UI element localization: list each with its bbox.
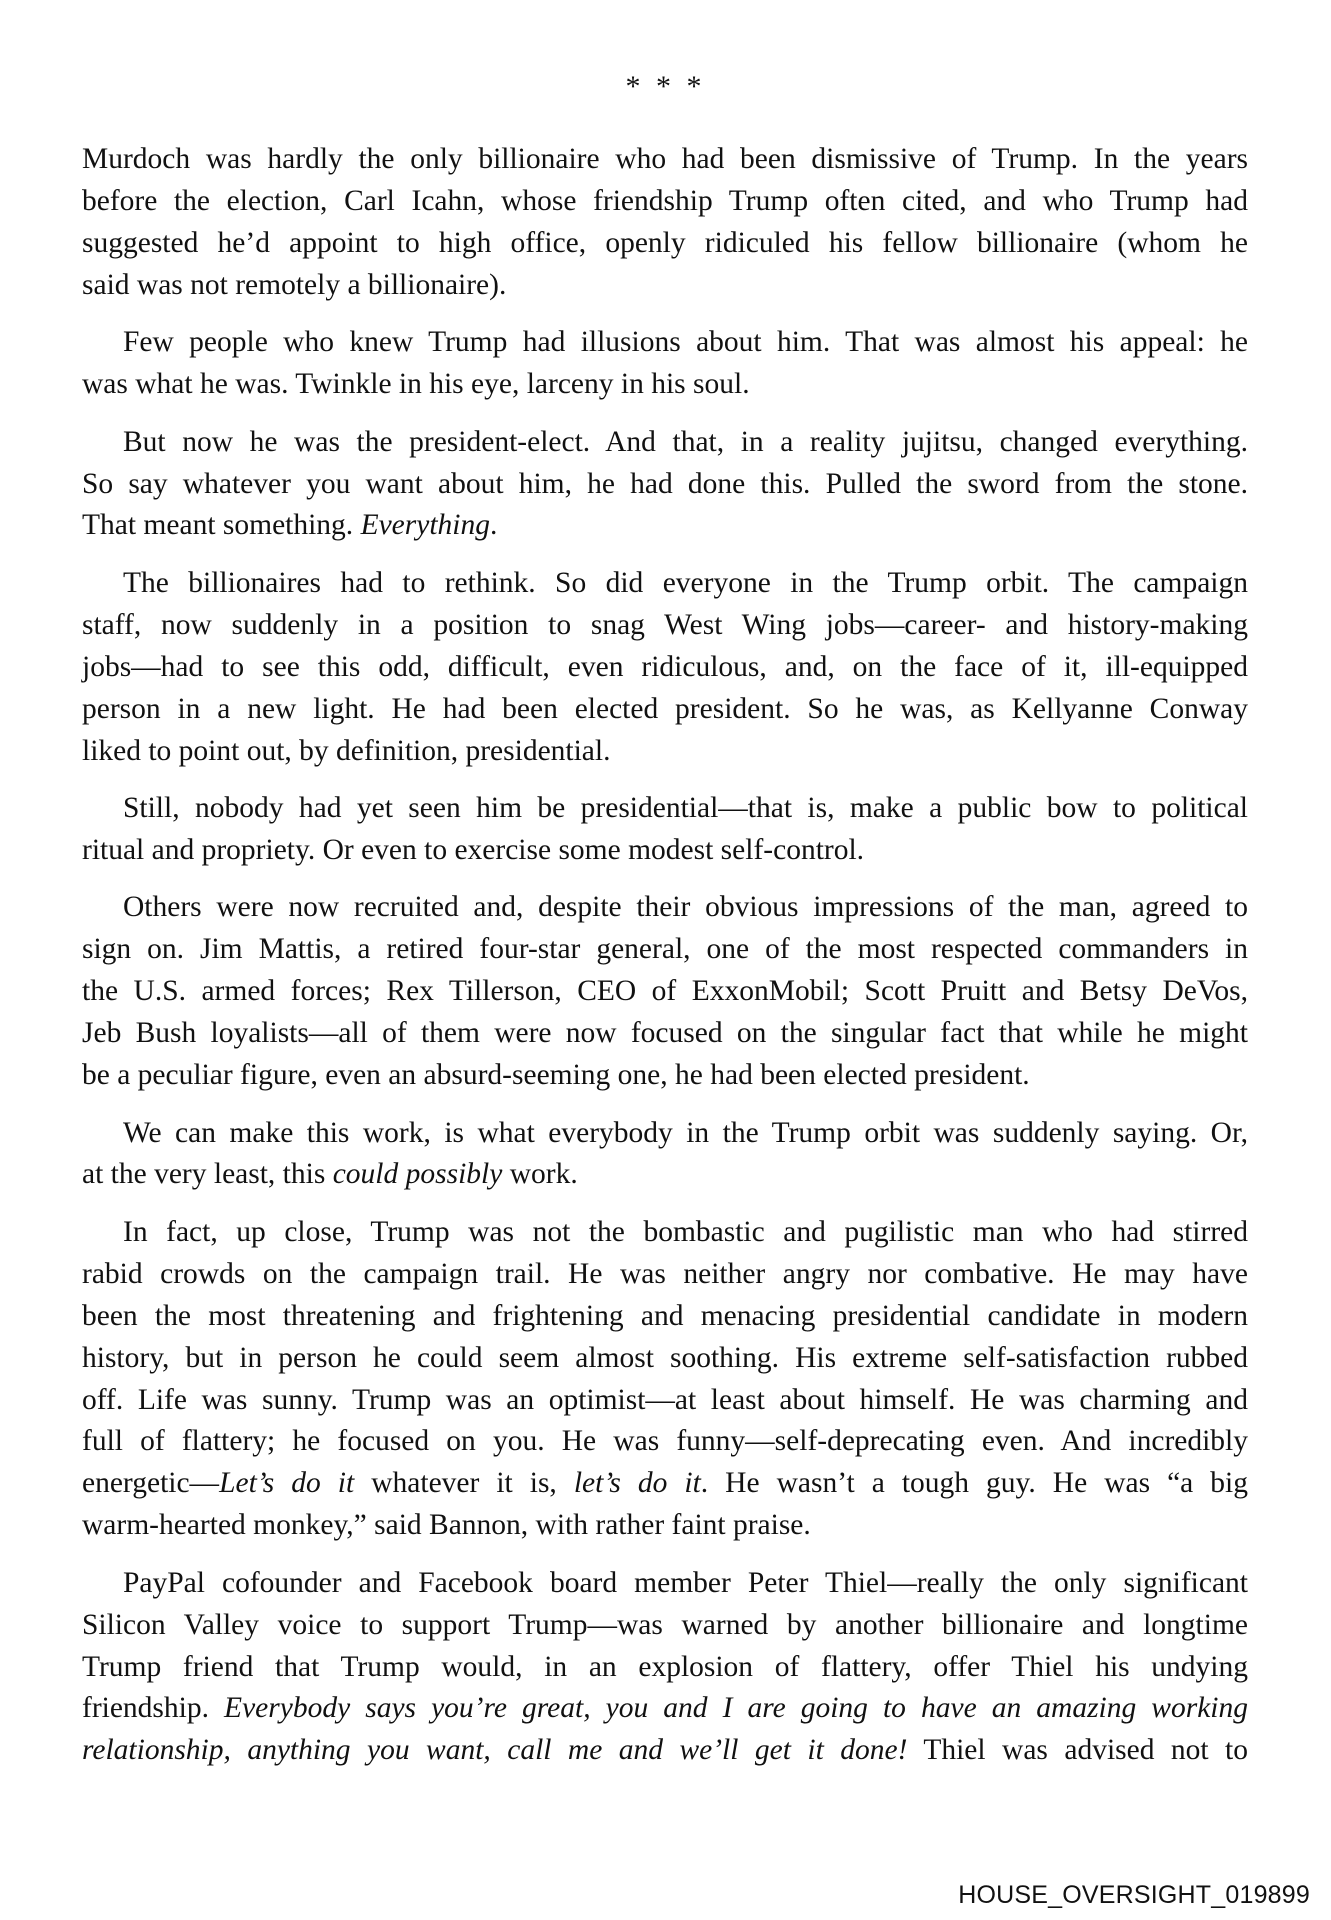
italic-text: Let’s do it bbox=[219, 1467, 355, 1500]
text-line bbox=[82, 970, 1248, 1012]
text-run: That meant something. bbox=[82, 509, 361, 542]
text-run: Jeb Bush loyalists—all of them were now focused on the singular fact that while he might bbox=[82, 1017, 1248, 1050]
text-line bbox=[82, 264, 1248, 306]
text-run: friendship. bbox=[82, 1692, 225, 1725]
text-line bbox=[82, 1687, 1248, 1729]
text-line bbox=[82, 928, 1248, 970]
section-separator: * * * bbox=[625, 70, 706, 103]
text-line bbox=[82, 1646, 1248, 1688]
text-run: work. bbox=[502, 1158, 578, 1191]
text-line bbox=[82, 504, 1248, 546]
text-run: rabid crowds on the campaign trail. He was neither angry nor combative. He may have bbox=[82, 1257, 1248, 1290]
text-run: staff, now suddenly in a position to snag West Wing jobs—career- and history-making bbox=[82, 608, 1248, 641]
text-line bbox=[82, 1054, 1248, 1096]
text-run: the U.S. armed forces; Rex Tillerson, CEO of ExxonMobil; Scott Pruitt and Betsy DeVos, bbox=[82, 975, 1248, 1008]
text-run: history, but in person he could seem almost soothing. His extreme self-satisfaction rubbed bbox=[82, 1341, 1248, 1374]
text-line bbox=[82, 604, 1248, 646]
italic-text: could possibly bbox=[332, 1158, 503, 1191]
text-line bbox=[82, 1604, 1248, 1646]
text-run: ritual and propriety. Or even to exercise some modest self-control. bbox=[82, 833, 865, 866]
text-line bbox=[82, 1462, 1248, 1504]
text-line bbox=[82, 688, 1248, 730]
italic-text: relationship, anything you want, call me and we’ll get it done! bbox=[82, 1734, 908, 1767]
text-line bbox=[123, 421, 1248, 463]
text-run: suggested he’d appoint to high office, openly ridiculed his fellow billionaire (whom he bbox=[82, 226, 1248, 259]
text-line bbox=[82, 138, 1248, 180]
text-run: energetic— bbox=[82, 1467, 220, 1500]
text-run: . He wasn’t a tough guy. He was “a big bbox=[700, 1467, 1248, 1500]
text-line bbox=[123, 321, 1248, 363]
text-run: was what he was. Twinkle in his eye, larceny in his soul. bbox=[82, 368, 750, 401]
text-run: In fact, up close, Trump was not the bombastic and pugilistic man who had stirred bbox=[123, 1215, 1248, 1248]
text-line bbox=[82, 829, 1248, 871]
text-run: But now he was the president-elect. And that, in a reality jujitsu, changed everything. bbox=[123, 425, 1248, 458]
text-run: liked to point out, by definition, presidential. bbox=[82, 734, 611, 767]
text-line bbox=[82, 1729, 1248, 1771]
text-run: Few people who knew Trump had illusions about him. That was almost his appeal: he bbox=[123, 326, 1248, 359]
text-run: We can make this work, is what everybody in the Trump orbit was suddenly saying. Or, bbox=[123, 1116, 1248, 1149]
text-line bbox=[82, 1504, 1248, 1546]
text-line bbox=[82, 1012, 1248, 1054]
text-run: PayPal cofounder and Facebook board member Peter Thiel—really the only significant bbox=[123, 1566, 1248, 1599]
italic-text: let’s do it bbox=[573, 1467, 701, 1500]
text-run: The billionaires had to rethink. So did everyone in the Trump orbit. The campaign bbox=[123, 566, 1248, 599]
text-run: before the election, Carl Icahn, whose friendship Trump often cited, and who Trump had bbox=[82, 184, 1248, 217]
text-line bbox=[123, 1112, 1248, 1154]
text-run: sign on. Jim Mattis, a retired four-star general, one of the most respected commanders in bbox=[82, 933, 1248, 966]
text-run: full of flattery; he focused on you. He was funny—self-deprecating even. And incredibly bbox=[82, 1425, 1248, 1458]
text-run: Others were now recruited and, despite their obvious impressions of the man, agreed to bbox=[123, 891, 1248, 924]
text-line bbox=[123, 1211, 1248, 1253]
text-run: at the very least, this bbox=[82, 1158, 333, 1191]
text-line bbox=[123, 562, 1248, 604]
text-line bbox=[82, 180, 1248, 222]
text-run: whatever it is, bbox=[354, 1467, 574, 1500]
text-run: Still, nobody had yet seen him be presidential—that is, make a public bow to political bbox=[123, 792, 1248, 824]
text-line bbox=[82, 1420, 1248, 1462]
text-run: been the most threatening and frightening and menacing presidential candidate in modern bbox=[82, 1299, 1248, 1332]
text-run: warm-hearted monkey,” said Bannon, with rather faint praise. bbox=[82, 1509, 811, 1542]
italic-text: Everything bbox=[360, 509, 490, 542]
text-run: So say whatever you want about him, he had done this. Pulled the sword from the stone. bbox=[82, 467, 1248, 500]
text-run: Murdoch was hardly the only billionaire who had been dismissive of Trump. In the years bbox=[82, 143, 1248, 175]
text-line bbox=[123, 886, 1248, 928]
text-line bbox=[82, 222, 1248, 264]
text-line bbox=[123, 787, 1248, 829]
text-run: Trump friend that Trump would, in an explosion of flattery, offer Thiel his undying bbox=[82, 1650, 1248, 1683]
text-line bbox=[82, 463, 1248, 505]
text-line bbox=[82, 1253, 1248, 1295]
text-line bbox=[82, 363, 1248, 405]
text-run: jobs—had to see this odd, difficult, even ridiculous, and, on the face of it, ill-equipped bbox=[82, 650, 1248, 683]
text-run: person in a new light. He had been elected president. So he was, as Kellyanne Conway bbox=[82, 692, 1248, 725]
text-line bbox=[123, 1562, 1248, 1604]
text-run: off. Life was sunny. Trump was an optimist—at least about himself. He was charming and bbox=[82, 1383, 1248, 1416]
italic-text: Everybody says you’re great, you and I are going to have an amazing working bbox=[224, 1692, 1248, 1725]
text-line bbox=[82, 730, 1248, 772]
text-run: said was not remotely a billionaire). bbox=[82, 268, 507, 301]
bates-footer-id: HOUSE_OVERSIGHT_019899 bbox=[958, 1881, 1310, 1909]
text-run: Silicon Valley voice to support Trump—was warned by another billionaire and longtime bbox=[82, 1608, 1248, 1641]
text-line bbox=[82, 1379, 1248, 1421]
text-line bbox=[82, 1337, 1248, 1379]
text-line bbox=[82, 1153, 1248, 1195]
text-run: . bbox=[490, 509, 498, 542]
text-run: be a peculiar figure, even an absurd-seeming one, he had been elected president. bbox=[82, 1059, 1030, 1091]
text-line bbox=[82, 1295, 1248, 1337]
text-line bbox=[82, 646, 1248, 688]
text-run: Thiel was advised not to bbox=[907, 1734, 1249, 1767]
